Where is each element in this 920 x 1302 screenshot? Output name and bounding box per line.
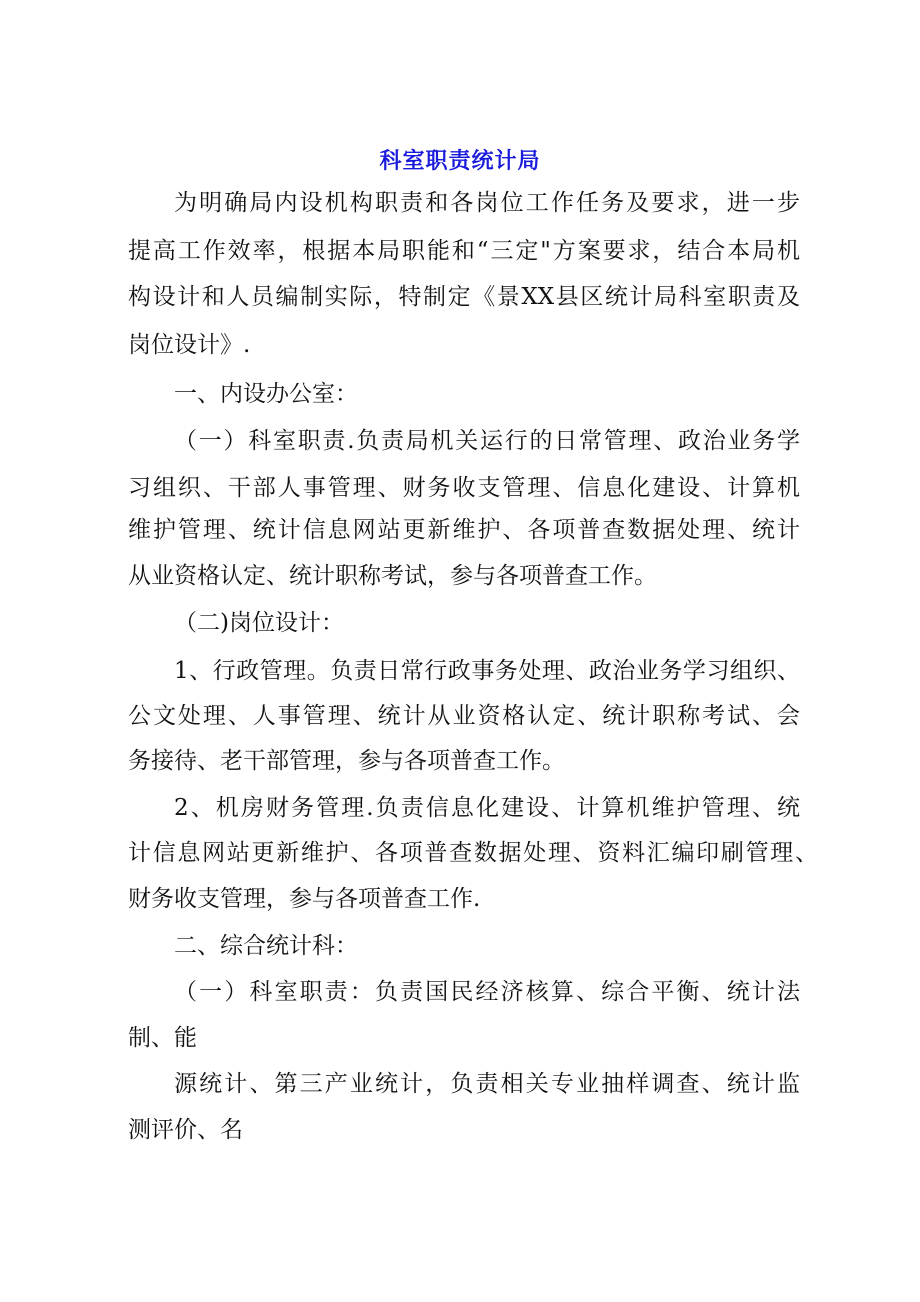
text-line: 构设计和人员编制实际，特制定《景XX县区统计局科室职责及 (128, 284, 800, 310)
section-heading: 二、综合统计科： (174, 933, 358, 959)
section-heading: 一、内设办公室： (174, 381, 358, 407)
text-line: （一）科室职责：负责国民经济核算、综合平衡、统计法 (174, 979, 800, 1005)
document-title: 科室职责统计局 (379, 149, 541, 174)
text-line: 测评价、名 (128, 1117, 243, 1143)
text-line: 公文处理、人事管理、统计从业资格认定、统计职称考试、会 (128, 703, 800, 729)
text-line: 习组织、干部人事管理、财务收支管理、信息化建设、计算机 (128, 475, 800, 501)
text-line: 务接待、老干部管理，参与各项普查工作。 (128, 748, 565, 774)
text-line: 1、行政管理。负责日常行政事务处理、政治业务学习组织、 (174, 658, 800, 684)
text-line: 制、能 (128, 1025, 197, 1051)
text-line: 为明确局内设机构职责和各岗位工作任务及要求，进一步 (174, 190, 800, 216)
text-line: 财务收支管理，参与各项普查工作. (128, 886, 481, 912)
subsection-heading: （二)岗位设计： (174, 610, 344, 636)
text-line: 源统计、第三产业统计，负责相关专业抽样调查、统计监 (174, 1071, 800, 1097)
text-line: 岗位设计》. (128, 332, 251, 358)
text-line: （一）科室职责.负责局机关运行的日常管理、政治业务学 (174, 428, 800, 454)
text-line: 维护管理、统计信息网站更新维护、各项普查数据处理、统计 (128, 517, 800, 543)
text-line: 2、机房财务管理.负责信息化建设、计算机维护管理、统 (174, 795, 800, 821)
text-line: 提高工作效率，根据本局职能和“三定"方案要求，结合本局机 (128, 238, 800, 264)
text-line: 从业资格认定、统计职称考试，参与各项普查工作。 (128, 563, 657, 589)
text-line: 计信息网站更新维护、各项普查数据处理、资料汇编印刷管理、 (128, 840, 818, 866)
